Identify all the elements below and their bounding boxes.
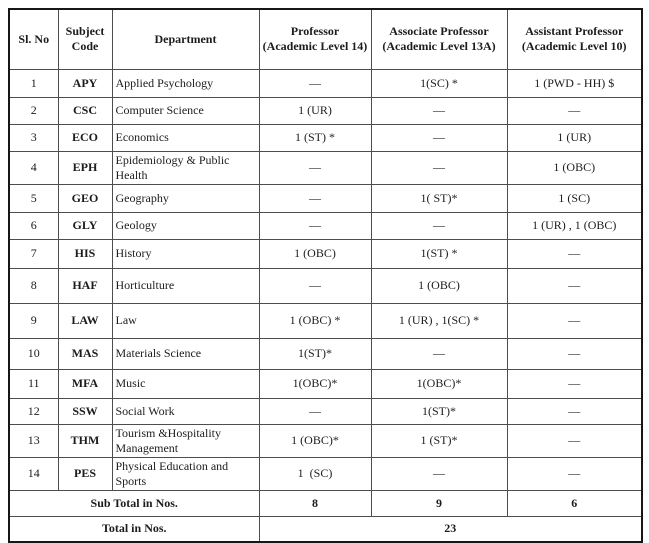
table-row bbox=[9, 69, 642, 97]
vacancy-table bbox=[8, 8, 643, 543]
cell-assistant-professor: 1 (OBC) bbox=[507, 151, 642, 184]
cell-sl-no: 1 bbox=[9, 69, 58, 97]
cell-professor: 1 (OBC) * bbox=[259, 303, 371, 338]
total-value: 23 bbox=[259, 516, 642, 542]
cell-department: Computer Science bbox=[112, 97, 259, 124]
cell-associate-professor: 1(OBC)* bbox=[371, 369, 507, 398]
cell-professor: — bbox=[259, 398, 371, 424]
cell-professor: — bbox=[259, 69, 371, 97]
cell-assistant-professor: 1 (UR) , 1 (OBC) bbox=[507, 212, 642, 239]
table-row bbox=[9, 338, 642, 369]
cell-department: Physical Education and Sports bbox=[112, 457, 259, 490]
cell-professor: — bbox=[259, 268, 371, 303]
subtotal-assistant-professor: 6 bbox=[507, 490, 642, 516]
cell-subject-code: HAF bbox=[58, 268, 112, 303]
cell-assistant-professor: 1 (SC) bbox=[507, 184, 642, 212]
table-row bbox=[9, 239, 642, 268]
cell-professor: 1 (OBC) bbox=[259, 239, 371, 268]
cell-department: Law bbox=[112, 303, 259, 338]
table-row bbox=[9, 124, 642, 151]
cell-professor: — bbox=[259, 212, 371, 239]
cell-department: Materials Science bbox=[112, 338, 259, 369]
header-row bbox=[9, 9, 642, 69]
cell-department: Economics bbox=[112, 124, 259, 151]
cell-associate-professor: 1(ST) * bbox=[371, 239, 507, 268]
col-header-assistant-professor: Assistant Professor (Academic Level 10) bbox=[507, 9, 642, 69]
cell-assistant-professor: — bbox=[507, 398, 642, 424]
table-row bbox=[9, 457, 642, 490]
cell-associate-professor: 1 (UR) , 1(SC) * bbox=[371, 303, 507, 338]
cell-subject-code: GLY bbox=[58, 212, 112, 239]
cell-sl-no: 4 bbox=[9, 151, 58, 184]
cell-associate-professor: 1(ST)* bbox=[371, 398, 507, 424]
cell-sl-no: 10 bbox=[9, 338, 58, 369]
col-header-department: Department bbox=[112, 9, 259, 69]
cell-sl-no: 6 bbox=[9, 212, 58, 239]
cell-professor: 1 (UR) bbox=[259, 97, 371, 124]
cell-department: Geography bbox=[112, 184, 259, 212]
table-row bbox=[9, 97, 642, 124]
cell-sl-no: 8 bbox=[9, 268, 58, 303]
cell-subject-code: LAW bbox=[58, 303, 112, 338]
cell-assistant-professor: — bbox=[507, 424, 642, 457]
cell-sl-no: 3 bbox=[9, 124, 58, 151]
total-label: Total in Nos. bbox=[9, 516, 259, 542]
cell-subject-code: PES bbox=[58, 457, 112, 490]
cell-subject-code: GEO bbox=[58, 184, 112, 212]
subtotal-row bbox=[9, 490, 642, 516]
cell-associate-professor: — bbox=[371, 97, 507, 124]
subtotal-label: Sub Total in Nos. bbox=[9, 490, 259, 516]
cell-department: Tourism &Hospitality Management bbox=[112, 424, 259, 457]
cell-subject-code: THM bbox=[58, 424, 112, 457]
cell-professor: 1 (SC) bbox=[259, 457, 371, 490]
cell-subject-code: ECO bbox=[58, 124, 112, 151]
cell-assistant-professor: 1 (UR) bbox=[507, 124, 642, 151]
cell-assistant-professor: — bbox=[507, 239, 642, 268]
cell-assistant-professor: — bbox=[507, 457, 642, 490]
cell-subject-code: MAS bbox=[58, 338, 112, 369]
cell-subject-code: APY bbox=[58, 69, 112, 97]
table-row bbox=[9, 424, 642, 457]
cell-subject-code: EPH bbox=[58, 151, 112, 184]
table-row bbox=[9, 369, 642, 398]
cell-associate-professor: — bbox=[371, 457, 507, 490]
table-row bbox=[9, 268, 642, 303]
cell-professor: 1 (OBC)* bbox=[259, 424, 371, 457]
cell-department: Applied Psychology bbox=[112, 69, 259, 97]
col-header-subject-code: Subject Code bbox=[58, 9, 112, 69]
cell-assistant-professor: — bbox=[507, 97, 642, 124]
cell-department: History bbox=[112, 239, 259, 268]
cell-associate-professor: — bbox=[371, 212, 507, 239]
cell-department: Horticulture bbox=[112, 268, 259, 303]
cell-sl-no: 14 bbox=[9, 457, 58, 490]
cell-sl-no: 9 bbox=[9, 303, 58, 338]
cell-subject-code: SSW bbox=[58, 398, 112, 424]
col-header-associate-professor: Associate Professor (Academic Level 13A) bbox=[371, 9, 507, 69]
cell-associate-professor: — bbox=[371, 124, 507, 151]
cell-associate-professor: 1 (OBC) bbox=[371, 268, 507, 303]
cell-sl-no: 12 bbox=[9, 398, 58, 424]
cell-assistant-professor: — bbox=[507, 268, 642, 303]
table-row bbox=[9, 212, 642, 239]
cell-associate-professor: — bbox=[371, 338, 507, 369]
subtotal-associate-professor: 9 bbox=[371, 490, 507, 516]
col-header-professor: Professor (Academic Level 14) bbox=[259, 9, 371, 69]
cell-professor: 1(ST)* bbox=[259, 338, 371, 369]
cell-associate-professor: 1( ST)* bbox=[371, 184, 507, 212]
table-row bbox=[9, 151, 642, 184]
table-row bbox=[9, 303, 642, 338]
cell-subject-code: CSC bbox=[58, 97, 112, 124]
cell-sl-no: 2 bbox=[9, 97, 58, 124]
cell-professor: 1(OBC)* bbox=[259, 369, 371, 398]
cell-sl-no: 7 bbox=[9, 239, 58, 268]
cell-department: Music bbox=[112, 369, 259, 398]
cell-sl-no: 11 bbox=[9, 369, 58, 398]
cell-associate-professor: — bbox=[371, 151, 507, 184]
cell-subject-code: HIS bbox=[58, 239, 112, 268]
cell-associate-professor: 1 (ST)* bbox=[371, 424, 507, 457]
cell-associate-professor: 1(SC) * bbox=[371, 69, 507, 97]
cell-assistant-professor: 1 (PWD - HH) $ bbox=[507, 69, 642, 97]
cell-professor: 1 (ST) * bbox=[259, 124, 371, 151]
cell-department: Social Work bbox=[112, 398, 259, 424]
table-row bbox=[9, 184, 642, 212]
cell-subject-code: MFA bbox=[58, 369, 112, 398]
col-header-sl-no: Sl. No bbox=[9, 9, 58, 69]
cell-professor: — bbox=[259, 151, 371, 184]
cell-assistant-professor: — bbox=[507, 369, 642, 398]
cell-department: Geology bbox=[112, 212, 259, 239]
cell-sl-no: 5 bbox=[9, 184, 58, 212]
total-row bbox=[9, 516, 642, 542]
cell-assistant-professor: — bbox=[507, 338, 642, 369]
cell-professor: — bbox=[259, 184, 371, 212]
cell-assistant-professor: — bbox=[507, 303, 642, 338]
cell-sl-no: 13 bbox=[9, 424, 58, 457]
table-row bbox=[9, 398, 642, 424]
cell-department: Epidemiology & Public Health bbox=[112, 151, 259, 184]
subtotal-professor: 8 bbox=[259, 490, 371, 516]
